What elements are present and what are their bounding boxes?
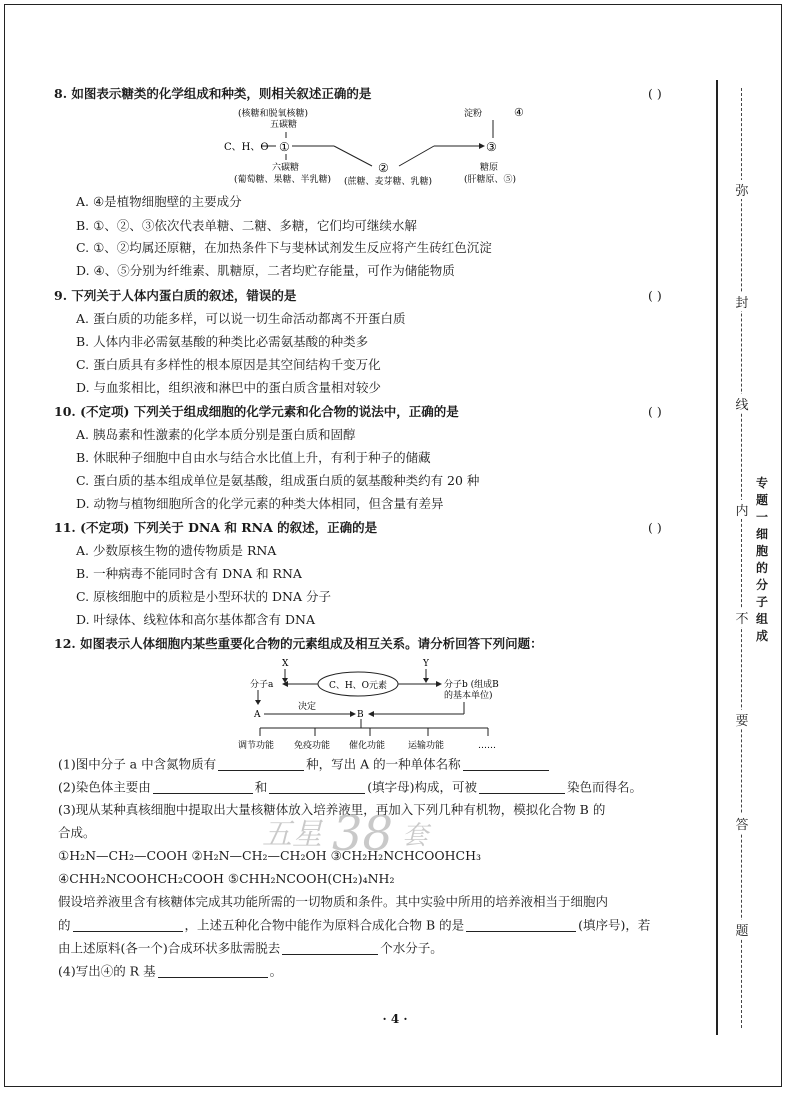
q8-liu-ex: (葡萄糖、果糖、半乳糖) xyxy=(234,175,332,185)
q12-func-1: 调节功能 xyxy=(238,741,275,751)
q12-func-4: 运输功能 xyxy=(408,741,445,751)
q12-p3-line2: 合成。 xyxy=(58,825,96,840)
q12-p2-blank-3[interactable] xyxy=(479,781,565,794)
topic-label: 专题一 细胞的分子组成 xyxy=(755,476,768,643)
q12-fa: 分子a xyxy=(250,680,274,690)
q12-p3-line5 xyxy=(58,942,443,955)
q12-p2-text-d: 染色而得名。 xyxy=(567,779,643,795)
q10-option-a: A. 胰岛素和性激素的化学本质分别是蛋白质和固醇 xyxy=(76,427,356,442)
seal-char-6: 要 xyxy=(733,710,751,729)
binding-margin-line xyxy=(716,80,718,1035)
q9-option-b: B. 人体内非必需氨基酸的种类比必需氨基酸的种类多 xyxy=(76,334,369,349)
q12-fb2: 的基本单位) xyxy=(444,691,493,701)
q12-stem: 12. 如图表示人体细胞内某些重要化合物的元素组成及相互关系。请分析回答下列问题： xyxy=(54,636,543,651)
q12-func-2: 免疫功能 xyxy=(294,741,331,751)
q8-liu: 六碳糖 xyxy=(272,163,300,173)
q8-tang-ex: (肝糖原、⑤) xyxy=(464,175,517,185)
q12-p2-text-a: (2)染色体主要由 xyxy=(58,779,151,795)
q12-p3-text-f: (填序号)，若 xyxy=(578,917,651,933)
q11-option-d: D. 叶绿体、线粒体和高尔基体都含有 DNA xyxy=(76,612,315,627)
q11-stem: 11. (不定项) 下列关于 DNA 和 RNA 的叙述，正确的是 xyxy=(54,520,378,535)
q12-p1-text-a: (1)图中分子 a 中含氮物质有 xyxy=(58,756,217,772)
q8-option-c: C. ①、②均属还原糖，在加热条件下与斐林试剂发生反应将产生砖红色沉淀 xyxy=(76,240,492,255)
q8-tang: 糖原 xyxy=(480,163,499,173)
seal-char-5: 不 xyxy=(733,608,751,627)
q12-chem-line1: ①H₂N—CH₂—COOH ②H₂N—CH₂—CH₂OH ③CH₂H₂NCHCOOHCH₃ xyxy=(58,848,482,863)
seal-char-3: 线 xyxy=(733,394,751,413)
q9-option-c: C. 蛋白质具有多样性的根本原因是其空间结构千变万化 xyxy=(76,357,381,372)
seal-char-7: 答 xyxy=(733,814,751,833)
q12-p3-blank-3[interactable] xyxy=(282,942,378,955)
seal-char-1: 弥 xyxy=(733,180,751,199)
q8-c2: ② xyxy=(378,161,389,175)
q10-answer-paren: ( ) xyxy=(648,404,662,419)
seal-char-2: 封 xyxy=(733,292,751,311)
q12-b: B xyxy=(357,710,364,720)
q12-x: X xyxy=(282,659,289,669)
q12-p3-blank-2[interactable] xyxy=(466,919,576,932)
watermark-logo xyxy=(262,800,462,864)
q8-c3: ③ xyxy=(486,140,497,154)
q8-c2-ex: (蔗糖、麦芽糖、乳糖) xyxy=(344,177,433,187)
q8-option-a: A. ④是植物细胞壁的主要成分 xyxy=(76,194,242,209)
q8-top-left: (核糖和脱氧核糖) xyxy=(238,109,309,119)
q9-stem: 9. 下列关于人体内蛋白质的叙述，错误的是 xyxy=(54,288,297,303)
q12-p3-line3: 假设培养液里含有核糖体完成其功能所需的一切物质和条件。其中实验中所用的培养液相当于细胞内 xyxy=(58,894,609,909)
q9-option-d: D. 与血浆相比，组织液和淋巴中的蛋白质含量相对较少 xyxy=(76,380,382,395)
q12-p2-blank-1[interactable] xyxy=(153,781,253,794)
q11-option-b: B. 一种病毒不能同时含有 DNA 和 RNA xyxy=(76,566,302,581)
q11-answer-paren: ( ) xyxy=(648,520,662,535)
cut-line xyxy=(741,88,742,1028)
q12-fb: 分子b (组成B xyxy=(444,680,499,690)
svg-text:套: 套 xyxy=(402,821,429,851)
q12-p3-text-e: ，上述五种化合物中能作为原料合成化合物 B 的是 xyxy=(184,917,465,933)
q12-p3-line1: (3)现从某种真核细胞中提取出大量核糖体放入培养液里，再加入下列几种有机物，模拟化合物 B 的 xyxy=(58,802,606,817)
q12-p2-text-b: 和 xyxy=(254,779,268,795)
q8-elements: C、H、O xyxy=(224,142,269,153)
seal-char-4: 内 xyxy=(733,500,751,519)
q11-option-a: A. 少数原核生物的遗传物质是 RNA xyxy=(76,543,277,558)
q12-p4-blank[interactable] xyxy=(158,965,268,978)
q8-dianfen: 淀粉 xyxy=(464,109,483,119)
q12-p2-blank-2[interactable] xyxy=(269,781,365,794)
q12-p2-text-c: (填字母)构成，可被 xyxy=(367,779,477,795)
q10-option-d: D. 动物与植物细胞所含的化学元素的种类大体相同，但含量有差异 xyxy=(76,496,444,511)
q12-p3-blank-1[interactable] xyxy=(73,919,183,932)
q12-func-3: 催化功能 xyxy=(349,741,386,751)
q8-c4: ④ xyxy=(514,106,524,119)
q9-answer-paren: ( ) xyxy=(648,288,662,303)
q12-p4-text-b: 。 xyxy=(269,963,283,979)
q12-part1 xyxy=(58,758,551,771)
q8-option-d: D. ④、⑤分别为纤维素、肌糖原，二者均贮存能量，可作为储能物质 xyxy=(76,263,455,278)
q12-p1-text-b: 种，写出 A 的一种单体名称 xyxy=(306,756,461,772)
q12-a: A xyxy=(254,710,261,720)
q12-p3-text-g: 由上述原料(各一个)合成环状多肽需脱去 xyxy=(58,940,281,956)
q12-p3-text-d: 的 xyxy=(58,917,71,933)
q8-answer-paren: ( ) xyxy=(648,86,662,101)
q12-compound-diagram xyxy=(238,656,560,756)
q12-func-5: …… xyxy=(478,741,496,751)
watermark-logo-graphic xyxy=(262,800,462,860)
q12-chem-line2: ④CHH₂NCOOHCH₂COOH ⑤CHH₂NCOOH(CH₂)₄NH₂ xyxy=(58,871,395,886)
q8-option-b: B. ①、②、③依次代表单糖、二糖、多糖，它们均可继续水解 xyxy=(76,218,417,233)
q11-option-c: C. 原核细胞中的质粒是小型环状的 DNA 分子 xyxy=(76,589,331,604)
q12-p3-text-h: 个水分子。 xyxy=(380,940,443,956)
q12-p4-text-a: (4)写出④的 R 基 xyxy=(58,963,156,979)
q12-jueding: 决定 xyxy=(298,702,317,712)
svg-text:星: 星 xyxy=(292,817,322,852)
q12-y: Y xyxy=(423,659,429,669)
q9-option-a: A. 蛋白质的功能多样，可以说一切生命活动都离不开蛋白质 xyxy=(76,311,406,326)
q12-part2 xyxy=(58,781,642,794)
page-number: · 4 · xyxy=(382,1012,408,1026)
q12-p1-blank-2[interactable] xyxy=(463,758,549,771)
svg-text:五: 五 xyxy=(262,817,292,852)
q10-option-b: B. 休眠种子细胞中自由水与结合水比值上升，有利于种子的储藏 xyxy=(76,450,431,465)
q12-part4 xyxy=(58,965,282,978)
svg-text:38: 38 xyxy=(332,806,394,862)
q8-wu: 五碳糖 xyxy=(270,120,298,130)
q12-center: C、H、O元素 xyxy=(328,681,388,691)
seal-char-8: 题 xyxy=(733,920,751,939)
q12-p3-line4 xyxy=(58,919,650,932)
q10-option-c: C. 蛋白质的基本组成单位是氨基酸，组成蛋白质的氨基酸种类约有 20 种 xyxy=(76,473,480,488)
q8-c1: ① xyxy=(279,140,290,154)
q8-sugar-diagram xyxy=(224,106,534,192)
q12-p1-blank-1[interactable] xyxy=(218,758,304,771)
binding-margin xyxy=(704,80,774,1035)
q10-stem: 10. (不定项) 下列关于组成细胞的化学元素和化合物的说法中，正确的是 xyxy=(54,404,459,419)
q8-stem: 8. 如图表示糖类的化学组成和种类，则相关叙述正确的是 xyxy=(54,86,372,101)
